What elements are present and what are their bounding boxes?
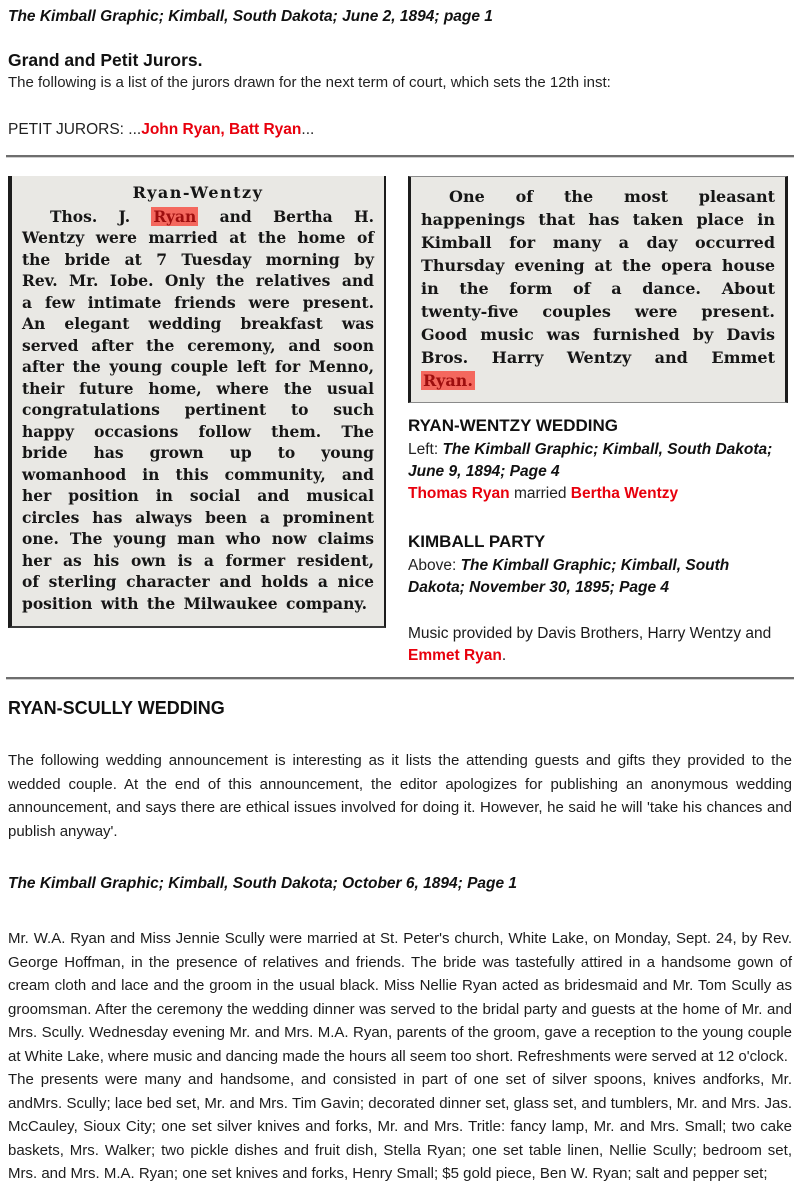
clipping-title: Ryan-Wentzy: [132, 183, 264, 202]
clipping-text-post: and Bertha H. Wentzy were married at the home of the bride at 7 Tuesday morning by Rev. Mr. Iobe. Only the relatives and a few intimate friends were present. An elegant wedding breakfast was served after the ceremony, and soon after the young couple left for Menno, their future home, where the usual congratulations pertinent to such happy occasions follow them. The bride has grown up to young womanhood in this community, and her position in social and musical circles has always been a prominent one. The young man who now claims her as his own is a former resident, of sterling character and holds a nice position with the Milwaukee company.: [22, 206, 374, 613]
clippings-row: [8, 176, 792, 667]
bride-name: Bertha Wentzy: [570, 485, 679, 502]
clipping-text-pre: One of the most pleasant happenings that has taken place in Kimball for many a day occurred Thursday evening at the opera house in the form of a dance. About twenty-five couples were present. Good music was furnished by Davis Bros. Harry Wentzy and Emmet: [421, 187, 775, 367]
kimball-party-heading: KIMBALL PARTY: [408, 532, 546, 551]
newspaper-clipping-ryan-wentzy: [8, 176, 386, 628]
music-credit-line: [408, 623, 788, 667]
petit-jurors-line: [8, 121, 792, 139]
ryan-wentzy-wedding-heading: RYAN-WENTZY WEDDING: [408, 416, 618, 435]
petit-jurors-ellipsis: ...: [301, 121, 315, 138]
highlighted-name-ryan: Ryan.: [423, 371, 473, 390]
highlighted-name-ryan: Ryan: [153, 206, 197, 226]
wedding-citation: The Kimball Graphic; Kimball, South Dakota; June 9, 1894; Page 4: [408, 441, 773, 480]
ryan-wentzy-caption: [408, 415, 788, 505]
groom-name: Thomas Ryan: [408, 485, 510, 502]
party-citation: The Kimball Graphic; Kimball, South Dakota; November 30, 1895; Page 4: [408, 557, 730, 596]
jurors-section-heading: Grand and Petit Jurors.: [8, 50, 203, 70]
horizontal-divider-top: [6, 155, 794, 158]
horizontal-divider-middle: [6, 677, 794, 680]
clipping-body: [22, 206, 374, 615]
scully-intro-paragraph: The following wedding announcement is interesting as it lists the attending guests and gifts they provided to the wedded couple. At the end of this announcement, the editor apologizes for publishing an anonymous wedding announcement, and says there are ethical issues involved for doing it. However, he said he will 'take his chances and publish anyway'.: [8, 752, 792, 840]
clipping-text-pre: Thos. J.: [50, 206, 152, 226]
right-column: [408, 176, 788, 667]
scully-source-citation: The Kimball Graphic; Kimball, South Dakota; October 6, 1894; Page 1: [8, 875, 518, 892]
petit-jurors-label: PETIT JURORS: ...: [8, 121, 142, 138]
wedding-couple-line: [408, 483, 788, 505]
above-label: Above:: [408, 557, 461, 574]
clipping-body: [421, 185, 775, 392]
party-citation-line: [408, 555, 788, 599]
ryan-scully-wedding-heading: RYAN-SCULLY WEDDING: [8, 698, 225, 718]
scully-announcement-paragraph-1: Mr. W.A. Ryan and Miss Jennie Scully were married at St. Peter's church, White Lake, on Monday, Sept. 24, by Rev. George Hoffman, in the presence of relatives and friends. The bride was tastefully attired in a handsome gown of cream cloth and lace and the groom in the usual black. Miss Nellie Ryan acted as bridesmaid and Mr. Tom Scully as groomsman. After the ceremony the wedding dinner was served to the bridal party and guests at the home of Mr. and Mrs. Scully. Wednesday evening Mr. and Mrs. M.A. Ryan, parents of the groom, gave a reception to the young couple at White Lake, where music and dancing made the hours all seem too short. Refreshments were served at 12 o'clock.: [8, 930, 792, 1065]
jurors-intro-text: The following is a list of the jurors drawn for the next term of court, which sets the 12th inst:: [8, 74, 611, 91]
married-text: married: [509, 485, 571, 502]
newspaper-clipping-kimball-party: [408, 176, 788, 403]
music-text-pre: Music provided by Davis Brothers, Harry Wentzy and: [408, 625, 772, 642]
source-citation-top: The Kimball Graphic; Kimball, South Dakota; June 2, 1894; page 1: [8, 8, 493, 25]
petit-jurors-names: John Ryan, Batt Ryan: [141, 121, 302, 138]
caption-spacer: [408, 505, 788, 519]
wedding-citation-line: [408, 439, 788, 483]
scully-announcement-paragraph-2: The presents were many and handsome, and consisted in part of one set of silver spoons, knives andforks, Mr. andMrs. Scully; lace bed set, Mr. and Mrs. Tim Gavin; decorated dinner set, glass set, and tumblers, Mr. and Mrs. Jas. McCauley, Sioux City; one set silver knives and forks, Mr. and Mrs. Tritle: fancy lamp, Mr. and Mrs. Small; two cake baskets, Mrs. Walker; two pickle dishes and fruit dish, Stella Ryan; one set table linen, Nellie Scully; bedroom set, Mrs. and Mrs. M.A. Ryan; one set knives and forks, Henry Small; $5 gold piece, Ben W. Ryan; salt and pepper set;: [8, 1071, 792, 1182]
left-label: Left:: [408, 441, 443, 458]
emmet-ryan-name: Emmet Ryan: [408, 647, 502, 664]
kimball-party-caption: [408, 531, 788, 599]
music-text-post: .: [501, 647, 507, 664]
